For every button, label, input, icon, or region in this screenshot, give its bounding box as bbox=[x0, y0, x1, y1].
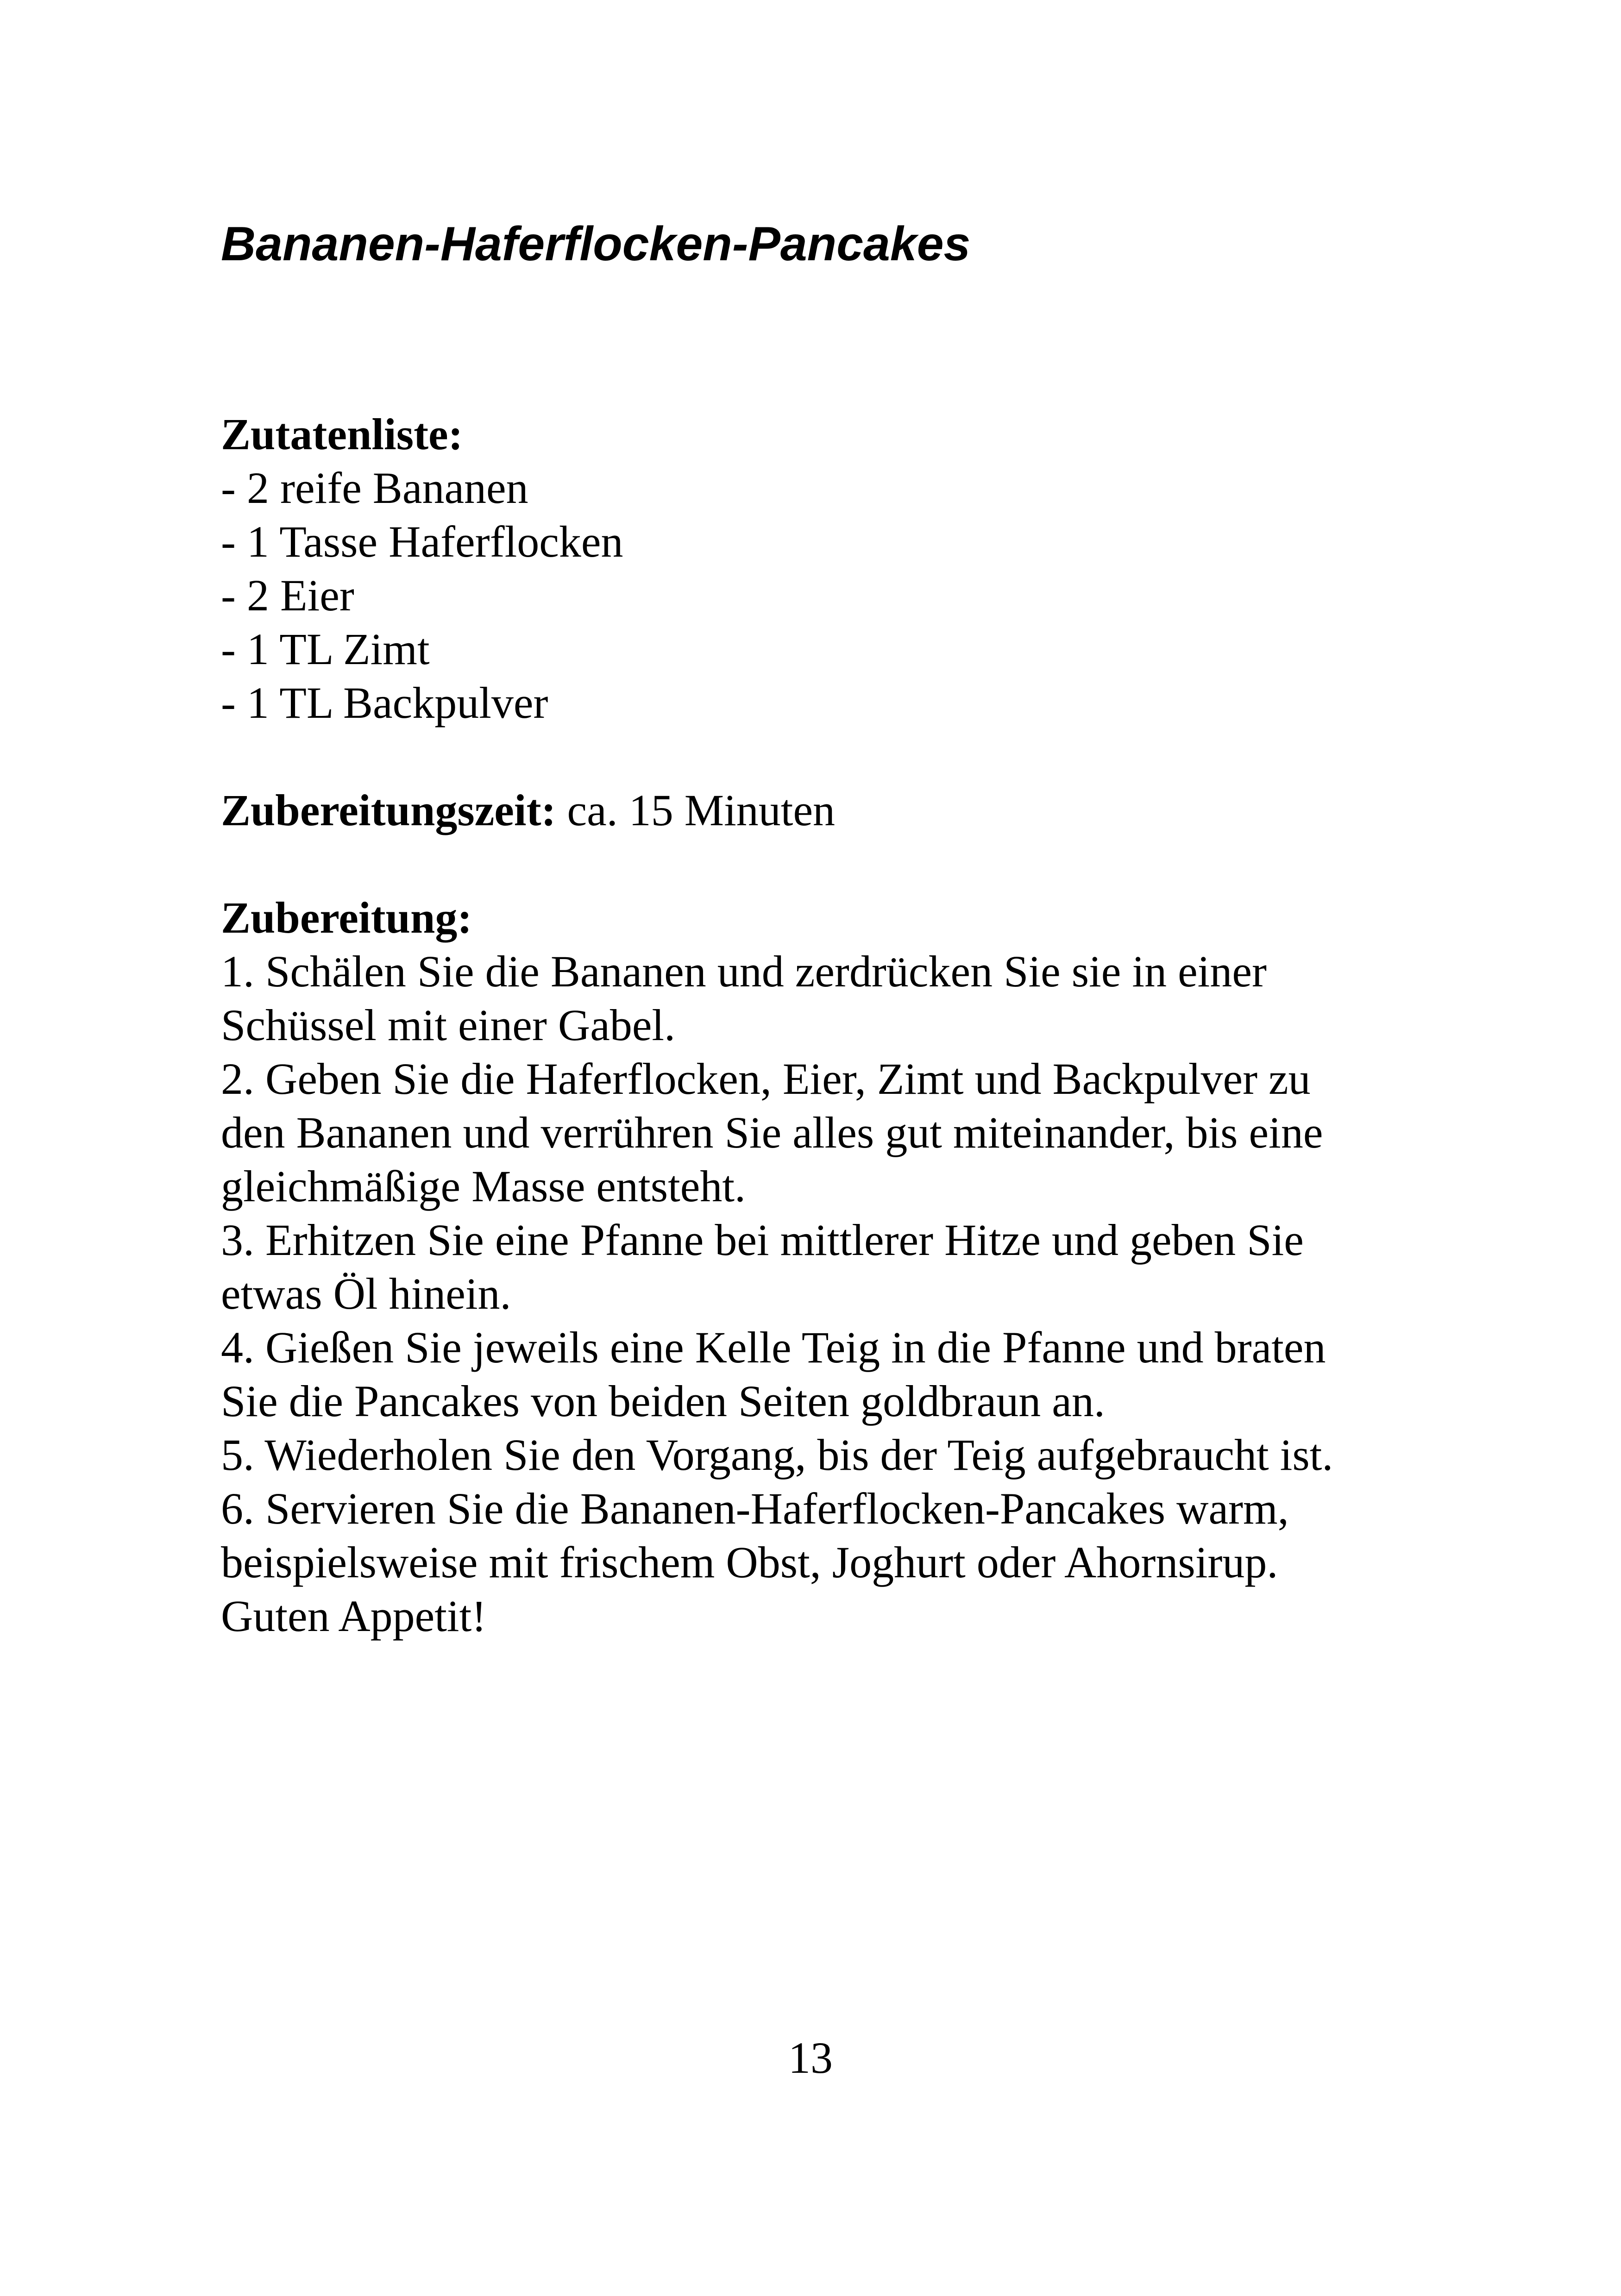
ingredient-item: - 1 TL Backpulver bbox=[221, 678, 548, 728]
preparation-line: 2. Geben Sie die Haferflocken, Eier, Zimt und Backpulver zu bbox=[221, 1054, 1311, 1104]
ingredient-item: - 2 Eier bbox=[221, 571, 354, 620]
preparation-line: Sie die Pancakes von beiden Seiten goldbraun an. bbox=[221, 1376, 1105, 1426]
preparation-line: den Bananen und verrühren Sie alles gut miteinander, bis eine bbox=[221, 1108, 1323, 1157]
recipe-title: Bananen-Haferflocken-Pancakes bbox=[221, 217, 971, 271]
preparation-line: 5. Wiederholen Sie den Vorgang, bis der Teig aufgebraucht ist. bbox=[221, 1430, 1333, 1480]
ingredient-item: - 1 TL Zimt bbox=[221, 624, 430, 674]
paragraph-gap bbox=[221, 730, 1471, 784]
ingredients-heading: Zutatenliste: bbox=[221, 409, 463, 459]
paragraph-gap bbox=[221, 837, 1471, 891]
preparation-line: 1. Schälen Sie die Bananen und zerdrücken Sie sie in einer bbox=[221, 947, 1267, 996]
preparation-line: etwas Öl hinein. bbox=[221, 1269, 511, 1318]
preparation-line: 6. Servieren Sie die Bananen-Haferflocken-Pancakes warm, bbox=[221, 1484, 1289, 1533]
recipe-body bbox=[221, 408, 1471, 1643]
preparation-line: Schüssel mit einer Gabel. bbox=[221, 1000, 676, 1050]
ingredient-item: - 1 Tasse Haferflocken bbox=[221, 517, 623, 566]
preparation-line: gleichmäßige Masse entsteht. bbox=[221, 1161, 746, 1211]
preparation-line: 4. Gießen Sie jeweils eine Kelle Teig in die Pfanne und braten bbox=[221, 1323, 1326, 1372]
preparation-line: 3. Erhitzen Sie eine Pfanne bei mittlerer Hitze und geben Sie bbox=[221, 1215, 1304, 1265]
preparation-line: beispielsweise mit frischem Obst, Joghurt oder Ahornsirup. bbox=[221, 1537, 1278, 1587]
preparation-heading: Zubereitung: bbox=[221, 893, 472, 942]
ingredient-item: - 2 reife Bananen bbox=[221, 463, 528, 513]
page-number: 13 bbox=[788, 2033, 833, 2083]
prep-time-label: Zubereitungszeit: bbox=[221, 785, 556, 835]
prep-time-value: ca. 15 Minuten bbox=[556, 785, 836, 835]
prep-time-line bbox=[221, 784, 1471, 837]
preparation-line: Guten Appetit! bbox=[221, 1591, 487, 1641]
